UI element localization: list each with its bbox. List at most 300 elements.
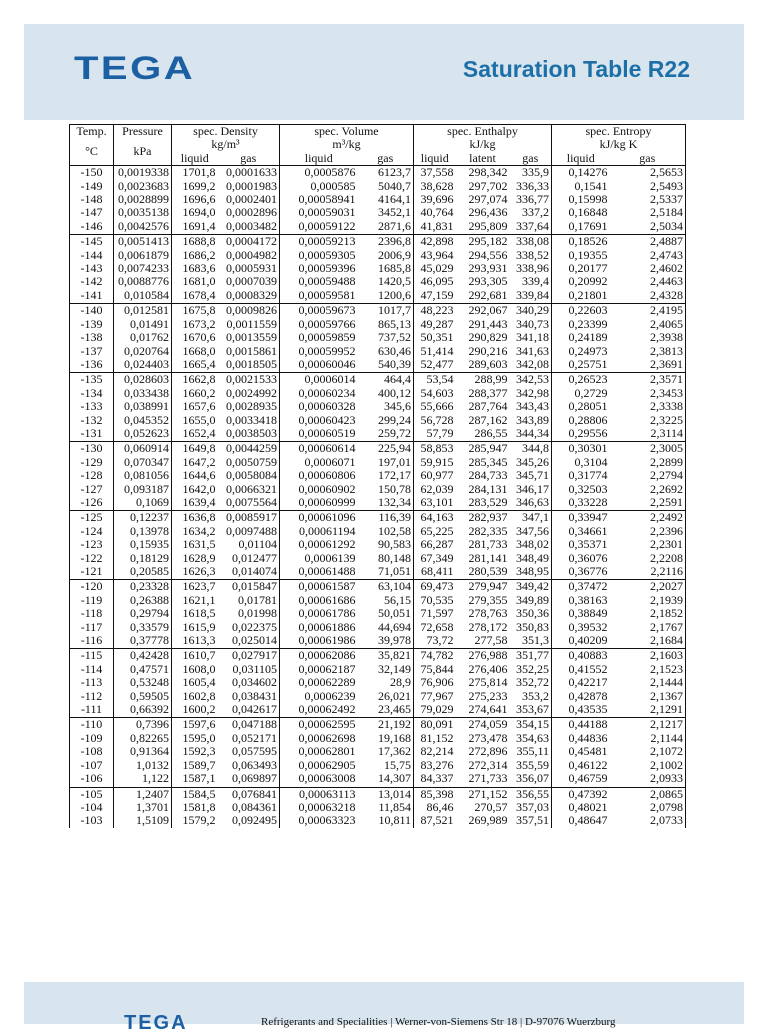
- cell-enthalpy-liquid: 77,967: [414, 690, 456, 703]
- cell-density-liquid: 1691,4: [172, 220, 218, 235]
- enthalpy-latent-header: latent: [456, 152, 510, 166]
- table-row: [70, 496, 686, 511]
- cell-volume-gas: 2396,8: [358, 235, 414, 249]
- cell-enthalpy-latent: 289,603: [456, 358, 510, 373]
- cell-enthalpy-liquid: 73,72: [414, 634, 456, 649]
- cell-enthalpy-liquid: 47,159: [414, 289, 456, 304]
- cell-entropy-gas: 2,1144: [610, 732, 686, 745]
- cell-density-gas: 0,0009826: [218, 304, 280, 318]
- cell-pressure: 0,045352: [114, 414, 172, 427]
- cell-pressure: 0,18129: [114, 552, 172, 565]
- cell-volume-gas: 19,168: [358, 732, 414, 745]
- cell-enthalpy-gas: 340,29: [510, 304, 552, 318]
- cell-enthalpy-gas: 352,72: [510, 676, 552, 689]
- cell-volume-liquid: 0,00061886: [280, 621, 358, 634]
- cell-entropy-gas: 2,0798: [610, 801, 686, 814]
- cell-entropy-gas: 2,0933: [610, 772, 686, 787]
- cell-volume-gas: 540,39: [358, 358, 414, 373]
- col-pressure-header: Pressure: [114, 125, 172, 139]
- cell-volume-gas: 132,34: [358, 496, 414, 511]
- cell-volume-gas: 50,051: [358, 607, 414, 620]
- cell-pressure: 0,028603: [114, 373, 172, 387]
- cell-enthalpy-liquid: 60,977: [414, 469, 456, 482]
- cell-volume-liquid: 0,00059766: [280, 318, 358, 331]
- col-pressure-unit: kPa: [114, 138, 172, 165]
- cell-density-liquid: 1660,2: [172, 387, 218, 400]
- cell-temp: -150: [70, 166, 114, 180]
- cell-volume-gas: 26,021: [358, 690, 414, 703]
- cell-enthalpy-latent: 288,377: [468, 386, 508, 400]
- cell-entropy-gas: 2,3571: [610, 373, 686, 387]
- table-row: [70, 400, 686, 413]
- cell-volume-liquid: 0,00062595: [280, 718, 358, 732]
- cell-enthalpy-gas: 346,63: [510, 496, 552, 511]
- cell-volume-gas: 865,13: [358, 318, 414, 331]
- cell-density-liquid: 1626,3: [172, 565, 218, 580]
- cell-enthalpy-liquid: 54,603: [414, 387, 456, 400]
- cell-temp: -133: [70, 400, 114, 413]
- cell-entropy-gas: 2,4463: [610, 275, 686, 288]
- cell-enthalpy-liquid: 72,658: [414, 621, 456, 634]
- cell-density-gas: 0,076841: [218, 787, 280, 801]
- cell-density-gas: 0,0024992: [218, 387, 280, 400]
- table-row: [70, 166, 686, 180]
- cell-volume-liquid: 0,00062492: [280, 703, 358, 718]
- cell-enthalpy-liquid: 39,696: [414, 193, 456, 206]
- cell-entropy-liquid: 0,24189: [552, 331, 610, 344]
- cell-pressure: 0,47571: [114, 663, 172, 676]
- cell-volume-gas: 2871,6: [358, 220, 414, 235]
- cell-density-liquid: 1699,2: [172, 180, 218, 193]
- cell-pressure: 0,13978: [114, 525, 172, 538]
- cell-density-liquid: 1584,5: [172, 787, 218, 801]
- cell-volume-gas: 14,307: [358, 772, 414, 787]
- cell-density-gas: 0,052171: [218, 732, 280, 745]
- cell-density-gas: 0,0004172: [218, 235, 280, 249]
- cell-pressure: 0,0061879: [114, 249, 172, 262]
- cell-pressure: 0,0042576: [114, 220, 172, 235]
- cell-density-liquid: 1668,0: [172, 345, 218, 358]
- cell-entropy-gas: 2,2899: [610, 456, 686, 469]
- cell-density-gas: 0,0002896: [218, 206, 280, 219]
- cell-enthalpy-latent: 285,947: [468, 441, 508, 456]
- cell-entropy-gas: 2,5653: [610, 166, 686, 180]
- cell-temp: -138: [70, 331, 114, 344]
- cell-temp: -126: [70, 496, 114, 511]
- cell-temp: -124: [70, 525, 114, 538]
- cell-enthalpy-gas: 351,77: [510, 649, 552, 663]
- cell-pressure: 0,01762: [114, 331, 172, 344]
- page-footer: [24, 982, 744, 1034]
- cell-density-liquid: 1605,4: [172, 676, 218, 689]
- cell-enthalpy-gas: 343,89: [510, 414, 552, 427]
- cell-temp: -140: [70, 304, 114, 318]
- cell-enthalpy-liquid: 79,029: [414, 703, 456, 718]
- cell-enthalpy-liquid: 63,101: [414, 496, 456, 511]
- cell-entropy-gas: 2,0733: [610, 814, 686, 827]
- table-row: [70, 373, 686, 387]
- cell-enthalpy-latent: 283,529: [456, 496, 510, 511]
- cell-entropy-gas: 2,5184: [610, 206, 686, 219]
- cell-enthalpy-liquid: 66,287: [414, 538, 456, 551]
- cell-pressure: 0,12237: [114, 511, 172, 525]
- cell-enthalpy-liquid: 53,54: [414, 373, 456, 387]
- cell-enthalpy-latent: 290,216: [468, 344, 508, 358]
- cell-volume-gas: 259,72: [358, 427, 414, 442]
- cell-enthalpy-latent: 293,931: [468, 262, 508, 276]
- cell-volume-liquid: 0,00062905: [280, 759, 358, 772]
- cell-pressure: 0,1069: [114, 496, 172, 511]
- cell-density-gas: 0,0066321: [218, 483, 280, 496]
- cell-enthalpy-liquid: 80,091: [414, 718, 456, 732]
- cell-volume-liquid: 0,00061686: [280, 594, 358, 607]
- cell-entropy-gas: 2,2116: [610, 565, 686, 580]
- cell-enthalpy-gas: 347,1: [510, 511, 552, 525]
- cell-volume-liquid: 0,00061986: [280, 634, 358, 649]
- cell-volume-gas: 102,58: [358, 525, 414, 538]
- cell-volume-gas: 172,17: [358, 469, 414, 482]
- cell-density-gas: 0,0011559: [218, 318, 280, 331]
- cell-pressure: 0,37778: [114, 634, 172, 649]
- cell-entropy-liquid: 0,40883: [552, 649, 610, 663]
- cell-enthalpy-latent: 277,58: [456, 634, 510, 649]
- cell-enthalpy-latent: 274,059: [468, 717, 508, 732]
- cell-density-gas: 0,084361: [218, 801, 280, 814]
- cell-density-liquid: 1621,1: [172, 594, 218, 607]
- cell-volume-gas: 6123,7: [358, 166, 414, 180]
- cell-volume-gas: 63,104: [358, 580, 414, 594]
- cell-pressure: 0,0019338: [114, 166, 172, 180]
- cell-enthalpy-gas: 336,33: [510, 180, 552, 193]
- cell-pressure: 0,15935: [114, 538, 172, 551]
- cell-entropy-gas: 2,4065: [610, 318, 686, 331]
- col-density-header: spec. Density: [172, 125, 280, 139]
- cell-volume-gas: 13,014: [358, 787, 414, 801]
- cell-volume-liquid: 0,00061488: [280, 565, 358, 580]
- cell-density-gas: 0,0001633: [218, 166, 280, 180]
- cell-volume-liquid: 0,00059952: [280, 345, 358, 358]
- cell-enthalpy-latent: 271,152: [468, 787, 508, 801]
- table-row: [70, 483, 686, 496]
- cell-enthalpy-gas: 343,43: [510, 400, 552, 413]
- cell-enthalpy-gas: 338,08: [510, 235, 552, 249]
- cell-volume-gas: 32,149: [358, 663, 414, 676]
- cell-enthalpy-latent: 292,681: [456, 289, 510, 304]
- cell-volume-gas: 23,465: [358, 703, 414, 718]
- cell-enthalpy-gas: 348,02: [510, 538, 552, 551]
- cell-entropy-liquid: 0,29556: [552, 427, 610, 442]
- cell-temp: -127: [70, 483, 114, 496]
- cell-enthalpy-liquid: 87,521: [414, 814, 456, 827]
- cell-entropy-liquid: 0,16848: [552, 206, 610, 219]
- cell-enthalpy-liquid: 74,782: [414, 649, 456, 663]
- cell-temp: -107: [70, 759, 114, 772]
- table-row: [70, 456, 686, 469]
- table-row: [70, 787, 686, 801]
- cell-enthalpy-latent: 295,182: [468, 234, 508, 249]
- cell-entropy-gas: 2,5034: [610, 220, 686, 235]
- cell-enthalpy-latent: 288,99: [474, 372, 508, 387]
- cell-density-gas: 0,0007039: [218, 275, 280, 288]
- cell-density-gas: 0,01104: [218, 538, 280, 551]
- cell-enthalpy-latent: 292,067: [468, 303, 508, 318]
- table-row: [70, 249, 686, 262]
- table-row: [70, 358, 686, 373]
- cell-entropy-liquid: 0,30301: [552, 442, 610, 456]
- cell-volume-gas: 630,46: [358, 345, 414, 358]
- table-row: [70, 538, 686, 551]
- cell-volume-gas: 28,9: [358, 676, 414, 689]
- cell-temp: -120: [70, 580, 114, 594]
- cell-density-liquid: 1688,8: [172, 235, 218, 249]
- cell-enthalpy-liquid: 42,898: [414, 235, 456, 249]
- cell-density-liquid: 1600,2: [172, 703, 218, 718]
- cell-density-gas: 0,022375: [218, 621, 280, 634]
- cell-volume-gas: 400,12: [358, 387, 414, 400]
- cell-pressure: 0,038991: [114, 400, 172, 413]
- cell-density-gas: 0,069897: [218, 772, 280, 787]
- cell-volume-gas: 5040,7: [358, 180, 414, 193]
- cell-enthalpy-latent: 279,355: [468, 593, 508, 607]
- cell-pressure: 0,0051413: [114, 235, 172, 249]
- cell-enthalpy-latent: 284,733: [468, 469, 508, 483]
- cell-entropy-liquid: 0,38163: [552, 594, 610, 607]
- cell-entropy-liquid: 0,37472: [552, 580, 610, 594]
- cell-volume-liquid: 0,00060423: [280, 414, 358, 427]
- cell-enthalpy-gas: 356,55: [510, 787, 552, 801]
- cell-entropy-gas: 2,1523: [610, 663, 686, 676]
- cell-density-gas: 0,01998: [218, 607, 280, 620]
- cell-density-liquid: 1587,1: [172, 772, 218, 787]
- cell-temp: -105: [70, 787, 114, 801]
- cell-enthalpy-latent: 284,131: [468, 482, 508, 496]
- cell-volume-liquid: 0,0006071: [280, 456, 358, 469]
- cell-temp: -132: [70, 414, 114, 427]
- cell-enthalpy-gas: 335,9: [510, 166, 552, 180]
- cell-entropy-liquid: 0,17691: [552, 220, 610, 235]
- cell-enthalpy-latent: 276,406: [468, 662, 508, 676]
- cell-temp: -117: [70, 621, 114, 634]
- cell-enthalpy-liquid: 37,558: [414, 166, 456, 180]
- cell-enthalpy-gas: 350,36: [510, 607, 552, 620]
- cell-entropy-liquid: 0,44836: [552, 732, 610, 745]
- cell-density-gas: 0,0097488: [218, 525, 280, 538]
- table-row: [70, 759, 686, 772]
- cell-volume-gas: 464,4: [358, 373, 414, 387]
- cell-enthalpy-latent: 275,814: [468, 676, 508, 690]
- cell-volume-liquid: 0,00063323: [280, 814, 358, 827]
- cell-pressure: 0,82265: [114, 732, 172, 745]
- cell-density-gas: 0,0058084: [218, 469, 280, 482]
- cell-volume-liquid: 0,00063008: [280, 772, 358, 787]
- cell-volume-liquid: 0,00060046: [280, 358, 358, 373]
- cell-pressure: 1,5109: [114, 814, 172, 827]
- cell-volume-gas: 39,978: [358, 634, 414, 649]
- cell-entropy-liquid: 0,33228: [552, 496, 610, 511]
- cell-volume-gas: 71,051: [358, 565, 414, 580]
- cell-density-gas: 0,014074: [218, 565, 280, 580]
- cell-pressure: 0,024403: [114, 358, 172, 373]
- cell-enthalpy-liquid: 59,915: [414, 456, 456, 469]
- col-temp-unit: °C: [70, 138, 114, 165]
- cell-entropy-gas: 2,0865: [610, 787, 686, 801]
- cell-volume-liquid: 0,00060519: [280, 427, 358, 442]
- cell-density-gas: 0,0015861: [218, 345, 280, 358]
- cell-entropy-gas: 2,4743: [610, 249, 686, 262]
- cell-temp: -135: [70, 373, 114, 387]
- cell-enthalpy-gas: 349,89: [510, 594, 552, 607]
- table-row: [70, 193, 686, 206]
- cell-entropy-gas: 2,1852: [610, 607, 686, 620]
- cell-density-liquid: 1696,6: [172, 193, 218, 206]
- cell-pressure: 0,42428: [114, 649, 172, 663]
- cell-pressure: 0,91364: [114, 745, 172, 758]
- cell-density-gas: 0,025014: [218, 634, 280, 649]
- cell-enthalpy-gas: 340,73: [510, 318, 552, 331]
- col-volume-unit: m³/kg: [280, 138, 414, 151]
- cell-enthalpy-gas: 355,59: [510, 759, 552, 772]
- cell-density-liquid: 1647,2: [172, 456, 218, 469]
- cell-volume-gas: 1420,5: [358, 275, 414, 288]
- cell-entropy-liquid: 0,38849: [552, 607, 610, 620]
- cell-temp: -128: [70, 469, 114, 482]
- cell-pressure: 0,0023683: [114, 180, 172, 193]
- cell-entropy-gas: 2,2396: [610, 525, 686, 538]
- cell-temp: -145: [70, 235, 114, 249]
- cell-enthalpy-latent: 276,988: [468, 648, 508, 663]
- cell-pressure: 0,052623: [114, 427, 172, 442]
- table-row: [70, 304, 686, 318]
- cell-entropy-liquid: 0,3104: [552, 456, 610, 469]
- cell-entropy-gas: 2,2027: [610, 580, 686, 594]
- cell-temp: -139: [70, 318, 114, 331]
- cell-pressure: 0,0028899: [114, 193, 172, 206]
- cell-enthalpy-gas: 357,03: [510, 801, 552, 814]
- cell-density-gas: 0,0044259: [218, 442, 280, 456]
- cell-entropy-liquid: 0,28806: [552, 414, 610, 427]
- table-row: [70, 607, 686, 620]
- cell-entropy-liquid: 0,39532: [552, 621, 610, 634]
- cell-entropy-liquid: 0,1541: [552, 180, 610, 193]
- cell-pressure: 0,59505: [114, 690, 172, 703]
- cell-enthalpy-liquid: 82,214: [414, 745, 456, 758]
- cell-enthalpy-gas: 355,11: [510, 745, 552, 758]
- cell-volume-gas: 35,821: [358, 649, 414, 663]
- table-row: [70, 235, 686, 249]
- cell-temp: -125: [70, 511, 114, 525]
- cell-temp: -141: [70, 289, 114, 304]
- cell-enthalpy-latent: 278,172: [468, 620, 508, 634]
- entropy-liquid-header: liquid: [552, 152, 610, 166]
- cell-enthalpy-liquid: 43,964: [414, 249, 456, 262]
- page-title: Saturation Table R22: [462, 56, 690, 82]
- table-row: [70, 289, 686, 304]
- cell-temp: -146: [70, 220, 114, 235]
- cell-enthalpy-liquid: 64,163: [414, 511, 456, 525]
- table-row: [70, 206, 686, 219]
- cell-enthalpy-latent: 270,57: [474, 800, 508, 814]
- cell-density-liquid: 1665,4: [172, 358, 218, 373]
- cell-entropy-gas: 2,3005: [610, 442, 686, 456]
- cell-enthalpy-liquid: 40,764: [414, 206, 456, 219]
- cell-volume-gas: 197,01: [358, 456, 414, 469]
- cell-entropy-gas: 2,1002: [610, 759, 686, 772]
- cell-volume-liquid: 0,00062698: [280, 732, 358, 745]
- cell-density-gas: 0,01781: [218, 594, 280, 607]
- cell-volume-gas: 17,362: [358, 745, 414, 758]
- cell-volume-liquid: 0,00062187: [280, 663, 358, 676]
- cell-density-liquid: 1673,2: [172, 318, 218, 331]
- cell-density-liquid: 1595,0: [172, 732, 218, 745]
- cell-entropy-liquid: 0,47392: [552, 787, 610, 801]
- cell-enthalpy-gas: 341,18: [510, 331, 552, 344]
- cell-pressure: 0,26388: [114, 594, 172, 607]
- cell-entropy-gas: 2,1684: [610, 634, 686, 649]
- cell-enthalpy-liquid: 86,46: [414, 801, 456, 814]
- cell-entropy-gas: 2,3691: [610, 358, 686, 373]
- cell-enthalpy-liquid: 83,276: [414, 759, 456, 772]
- cell-entropy-liquid: 0,36776: [552, 565, 610, 580]
- cell-enthalpy-gas: 337,64: [510, 220, 552, 235]
- cell-enthalpy-gas: 341,63: [510, 345, 552, 358]
- cell-density-liquid: 1686,2: [172, 249, 218, 262]
- cell-density-gas: 0,015847: [218, 580, 280, 594]
- cell-pressure: 0,29794: [114, 607, 172, 620]
- cell-entropy-gas: 2,3338: [610, 400, 686, 413]
- cell-pressure: 1,2407: [114, 787, 172, 801]
- cell-enthalpy-latent: 297,702: [468, 179, 508, 193]
- cell-volume-liquid: 0,0006239: [280, 690, 358, 703]
- cell-density-liquid: 1618,5: [172, 607, 218, 620]
- cell-enthalpy-gas: 348,95: [510, 565, 552, 580]
- page-header: [24, 24, 744, 120]
- cell-entropy-gas: 2,5337: [610, 193, 686, 206]
- cell-temp: -149: [70, 180, 114, 193]
- cell-entropy-gas: 2,2692: [610, 483, 686, 496]
- cell-entropy-liquid: 0,40209: [552, 634, 610, 649]
- cell-entropy-gas: 2,1367: [610, 690, 686, 703]
- cell-entropy-liquid: 0,18526: [552, 235, 610, 249]
- cell-enthalpy-liquid: 55,666: [414, 400, 456, 413]
- cell-volume-liquid: 0,00060902: [280, 483, 358, 496]
- cell-enthalpy-latent: 286,55: [456, 427, 510, 442]
- cell-pressure: 0,23328: [114, 580, 172, 594]
- cell-volume-liquid: 0,00059031: [280, 206, 358, 219]
- cell-density-gas: 0,0001983: [218, 180, 280, 193]
- cell-temp: -108: [70, 745, 114, 758]
- cell-enthalpy-latent: 282,937: [468, 510, 508, 525]
- cell-entropy-liquid: 0,41552: [552, 663, 610, 676]
- cell-pressure: 0,033438: [114, 387, 172, 400]
- cell-enthalpy-latent: 290,829: [468, 331, 508, 345]
- cell-enthalpy-latent: 291,443: [468, 317, 508, 331]
- cell-enthalpy-latent: 271,733: [456, 772, 510, 787]
- cell-pressure: 0,070347: [114, 456, 172, 469]
- cell-density-gas: 0,0003482: [218, 220, 280, 235]
- cell-entropy-gas: 2,4887: [610, 235, 686, 249]
- cell-density-liquid: 1631,5: [172, 538, 218, 551]
- cell-enthalpy-gas: 336,77: [510, 193, 552, 206]
- cell-enthalpy-gas: 337,2: [510, 206, 552, 219]
- cell-volume-gas: 11,854: [358, 801, 414, 814]
- cell-density-liquid: 1652,4: [172, 427, 218, 442]
- table-row: [70, 649, 686, 663]
- cell-enthalpy-latent: 287,764: [468, 400, 508, 414]
- cell-volume-liquid: 0,00059305: [280, 249, 358, 262]
- cell-entropy-liquid: 0,46122: [552, 759, 610, 772]
- cell-enthalpy-liquid: 70,535: [414, 594, 456, 607]
- cell-enthalpy-latent: 280,539: [456, 565, 510, 580]
